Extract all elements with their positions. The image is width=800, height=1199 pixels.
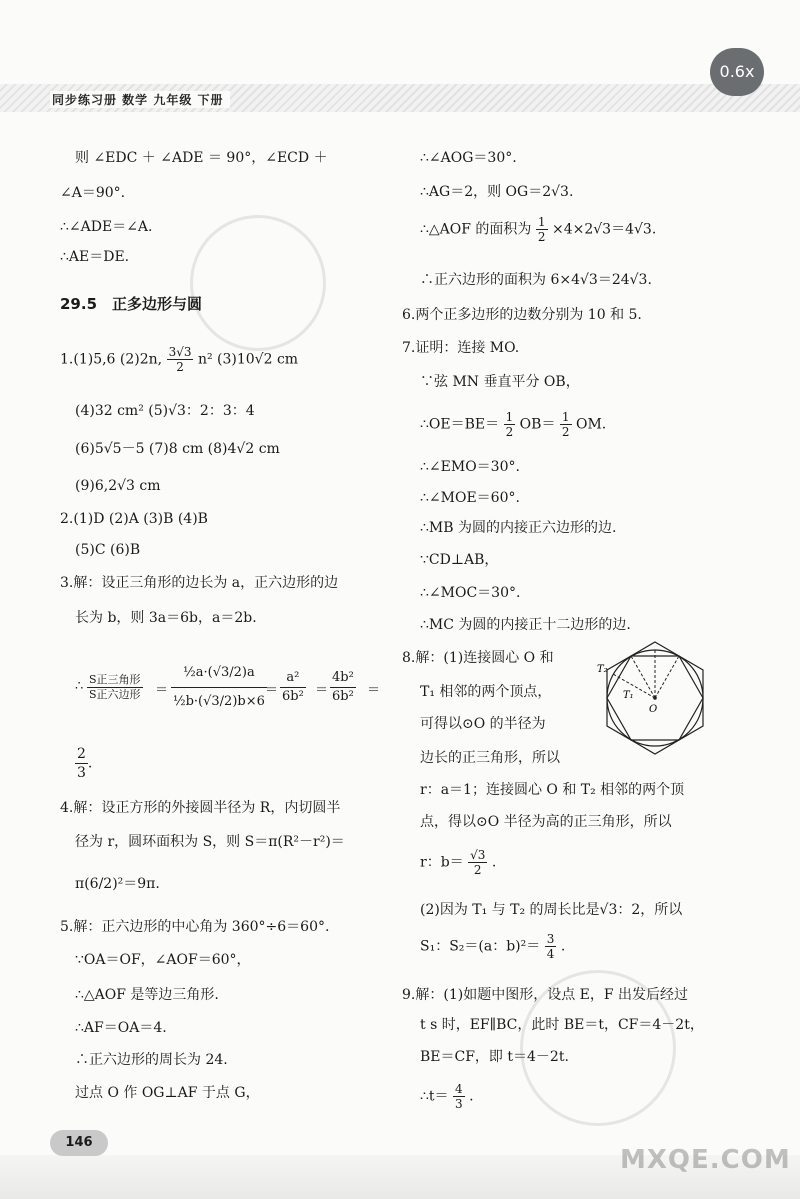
answer-line: ∵弦 MN 垂直平分 OB，: [420, 374, 580, 390]
answer-line: 过点 O 作 OG⊥AF 于点 G，: [75, 1085, 260, 1101]
answer-line: ∴∠AOG＝30°.: [420, 150, 517, 166]
fraction-denominator: 4: [546, 947, 555, 961]
answer-text: r：b＝: [420, 854, 464, 871]
fraction-numerator: S正三角形: [89, 673, 141, 686]
fraction-numerator: 4b²: [330, 669, 356, 688]
answer-line: ∴AF＝OA＝4.: [75, 1020, 167, 1036]
zoom-level-badge[interactable]: 0.6x: [710, 48, 764, 96]
answer-line: t s 时，EF∥BC，此时 BE＝t，CF＝4－2t，: [420, 1017, 704, 1033]
answer-line: (9)6,2√3 cm: [75, 478, 161, 494]
answer-line: (6)5√5－5 (7)8 cm (8)4√2 cm: [75, 441, 280, 457]
answer-text: ×4×2√3＝4√3.: [551, 221, 657, 238]
dashed-radius: [655, 656, 679, 698]
answer-line: 6.两个正多边形的边数分别为 10 和 5.: [402, 307, 642, 323]
answer-line: ∴△AOF 是等边三角形.: [75, 987, 219, 1003]
answer-text: .: [469, 1088, 474, 1105]
answer-line: 4.解：设正方形的外接圆半径为 R，内切圆半: [60, 800, 341, 816]
fraction: [280, 669, 306, 706]
fraction-denominator: 2: [176, 360, 184, 374]
fraction-denominator: 3: [77, 765, 86, 781]
answer-line: [420, 1082, 474, 1111]
label-T1: T₁: [623, 690, 634, 701]
fraction: [171, 659, 267, 716]
fraction: [75, 745, 88, 782]
answer-line: 2.(1)D (2)A (3)B (4)B: [60, 511, 208, 527]
equals-sign: ＝: [265, 683, 279, 698]
answer-line: BE＝CF，即 t＝4－2t.: [420, 1049, 569, 1065]
text-line: ∴∠ADE＝∠A.: [60, 219, 153, 235]
answer-line: [60, 345, 298, 374]
fraction: [87, 673, 143, 702]
answer-line: ∴∠MOC＝30°.: [420, 585, 521, 601]
answer-line: ∵CD⊥AB，: [420, 552, 499, 568]
right-column: [400, 0, 800, 1150]
fraction: [468, 848, 487, 877]
answer-line: ∴正六边形的面积为 6×4√3＝24√3.: [420, 272, 652, 288]
answer-text: S₁：S₂＝(a：b)²＝: [420, 938, 541, 955]
label-T2: T₂: [597, 664, 608, 675]
answer-text: 1.(1)5,6 (2)2n,: [60, 351, 163, 368]
fraction-numerator: 2: [77, 746, 86, 762]
fraction-denominator: 3: [455, 1097, 463, 1111]
fraction-denominator: 2: [505, 425, 514, 439]
fraction-numerator: 1: [561, 410, 570, 424]
fraction: [167, 345, 194, 374]
answer-line: $\frac{2}{3}$ .: [77, 746, 93, 781]
answer-line: ∴正六边形的周长为 24.: [75, 1052, 228, 1068]
fraction-denominator: 6b²: [282, 689, 304, 704]
fraction-denominator: 2: [473, 863, 482, 877]
answer-line: ∴AG＝2，则 OG＝2√3.: [420, 184, 574, 200]
answer-line: ∴∠MOE＝60°.: [420, 490, 520, 506]
book-title: 同步练习册 数学 九年级 下册: [50, 91, 230, 108]
answer-line: (4)32 cm² (5)√3：2：3：4: [75, 403, 255, 419]
fraction: [453, 1082, 465, 1111]
section-title: 29.5 正多边形与圆: [60, 295, 203, 313]
answer-line: ∴∠EMO＝30°.: [420, 459, 520, 475]
left-column: [0, 0, 395, 1150]
hexagon-circle-figure: [597, 640, 713, 756]
answer-text: .: [560, 938, 566, 955]
answer-line: [420, 848, 496, 877]
answer-line: π(6/2)²＝9π.: [75, 876, 160, 892]
answer-line: 边长的正三角形，所以: [420, 750, 560, 766]
fraction-numerator: 1: [505, 410, 514, 424]
fraction-denominator: 2: [537, 230, 546, 244]
page-number: 146: [50, 1130, 108, 1156]
fraction: [330, 669, 356, 706]
answer-line: [420, 215, 656, 244]
answer-line: 5.解：正六边形的中心角为 360°÷6＝60°.: [60, 919, 330, 935]
fraction-numerator: 3√3: [168, 345, 192, 359]
answer-line: ∴MB 为圆的内接正六边形的边.: [420, 520, 617, 536]
answer-line: 长为 b，则 3a＝6b，a＝2b.: [75, 610, 257, 626]
answer-line: T₁ 相邻的两个顶点，: [420, 684, 552, 700]
fraction: [536, 215, 548, 244]
fraction-numerator: a²: [280, 669, 306, 688]
answer-line: 点，得以⊙O 半径为高的正三角形，所以: [420, 814, 672, 830]
fraction-numerator: 1: [537, 215, 546, 229]
text-line: ∠A＝90°.: [60, 185, 126, 201]
answer-line: 可得以⊙O 的半径为: [420, 716, 546, 732]
answer-line: r：a＝1；连接圆心 O 和 T₂ 相邻的两个顶: [420, 782, 685, 798]
answer-line: (5)C (6)B: [75, 542, 141, 558]
fraction: [504, 410, 516, 439]
fraction: [560, 410, 572, 439]
answer-text: ∴OE＝BE＝: [420, 416, 500, 433]
answer-line: 径为 r，圆环面积为 S，则 S＝π(R²－r²)＝: [75, 834, 345, 850]
label-O: O: [649, 704, 658, 715]
text-line: ∴AE＝DE.: [60, 249, 130, 265]
fraction-denominator: S正六边形: [89, 688, 141, 701]
center-point: [653, 696, 657, 700]
fraction-denominator: 2: [561, 425, 570, 439]
answer-line: 8.解：(1)连接圆心 O 和: [402, 650, 554, 666]
fraction: [545, 932, 557, 961]
text-line: 则 ∠EDC ＋ ∠ADE ＝ 90°，∠ECD ＋: [75, 150, 328, 166]
answer-line: 7.证明：连接 MO.: [402, 340, 520, 356]
fraction-denominator: 6b²: [332, 689, 354, 704]
answer-line: (2)因为 T₁ 与 T₂ 的周长比是√3：2，所以: [420, 902, 683, 918]
dashed-radius: [613, 674, 655, 698]
answer-text: .: [491, 854, 497, 871]
therefore-symbol: ∴: [75, 679, 84, 694]
fraction-denominator: ½b·(√3/2)b×6: [173, 694, 265, 709]
answer-line: ∵OA＝OF，∠AOF＝60°，: [75, 952, 251, 968]
answer-line: [420, 410, 606, 439]
equals-sign: ＝: [367, 683, 381, 698]
area-ratio-formula: [75, 645, 395, 735]
site-watermark: MXQE.COM: [620, 1145, 791, 1175]
answer-text: ∴t＝: [420, 1088, 449, 1105]
answer-line: 3.解：设正三角形的边长为 a，正六边形的边: [60, 575, 339, 591]
answer-text: ∴△AOF 的面积为: [420, 221, 532, 238]
equals-sign: ＝: [155, 683, 169, 698]
fraction-numerator: √3: [470, 848, 486, 862]
answer-text: OM.: [575, 416, 607, 433]
answer-line: 9.解：(1)如题中图形，设点 E，F 出发后经过: [402, 987, 689, 1003]
fraction-numerator: 3: [546, 932, 555, 946]
answer-line: [420, 932, 565, 961]
fraction-numerator: 4: [455, 1082, 463, 1096]
answer-text: OB＝: [519, 416, 556, 433]
equals-sign: ＝: [315, 683, 329, 698]
dashed-radius: [631, 656, 655, 698]
answer-text: n² (3)10√2 cm: [197, 351, 299, 368]
answer-line: ∴MC 为圆的内接正十二边形的边.: [420, 617, 631, 633]
fraction-numerator: ½a·(√3/2)a: [171, 659, 267, 688]
